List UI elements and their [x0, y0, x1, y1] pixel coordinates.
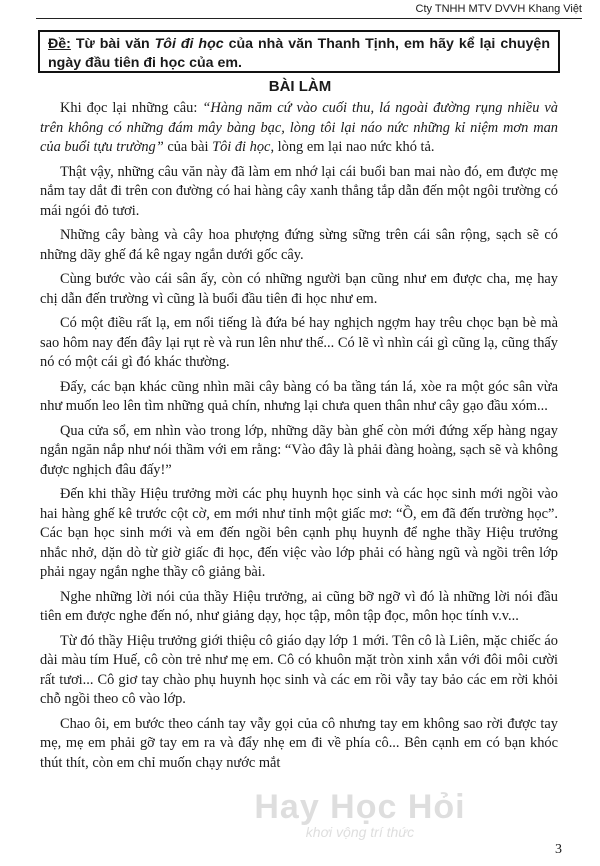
paragraph-1-title: Tôi đi học: [212, 139, 271, 155]
paragraph-3: Những cây bàng và cây hoa phượng đứng sừng sững trên cái sân rộng, sạch sẽ có những dãy ghế đá kê ngay ngắn dưới gốc cây.: [40, 227, 558, 263]
paragraph-1-quote: “Hàng năm cứ vào cuối thu, lá ngoài đường rụng nhiều và trên không có những đám mây bàng bạc, lòng tôi lại náo nức những kỉ niệm mơn man của buổi tựu trường”: [40, 100, 558, 155]
paragraph-1-end: , lòng em lại nao nức khó tả.: [270, 139, 435, 155]
paragraph-5: Có một điều rất lạ, em nổi tiếng là đứa bé hay nghịch ngợm hay trêu chọc bạn bè mà sao hôm nay đến đây lại rụt rè và run lên như thế... Có lẽ vì nhìn cái gì cũng lạ, cũng thấy nó có một cái gì đó khác thường.: [40, 315, 558, 370]
page-number: 3: [555, 842, 562, 857]
paragraph-1: [40, 99, 558, 158]
paragraph-2: Thật vậy, những câu văn này đã làm em nhớ lại cái buổi ban mai nào đó, em được mẹ nắm tay dắt đi trên con đường có hai hàng cây xanh thẳng tắp dẫn đến một ngôi trường có mái ngói đỏ tươi.: [40, 163, 558, 219]
page-header: [36, 2, 582, 19]
assignment-text-before: Từ bài văn: [70, 36, 155, 52]
paragraph-8: Đến khi thầy Hiệu trưởng mời các phụ huynh học sinh và các học sinh mới ngồi vào hai hàng ghế kê trước cột cờ, em mới như tỉnh một giấc mơ: “Ồ, em đã đến trường học”. Các bạn học sinh mới và em đến ngồi bên cạnh phụ huynh để nghe thầy Hiệu trưởng nhắc nhở, dặn dò từ giờ giấc đi học, đến việc vào lớp phải có hàng ngũ và ngồi trên lớp phải ngay ngắn nghe thầy cô giảng bài.: [40, 486, 558, 580]
assignment-work-title: Tôi đi học: [154, 36, 224, 52]
assignment-text-after: của nhà văn Thanh Tịnh, em hãy kể lại chuyện ngày đầu tiên đi học của em.: [48, 36, 550, 71]
watermark-tagline: khơi vộng trí thức: [305, 824, 415, 840]
paragraph-11: Chao ôi, em bước theo cánh tay vẫy gọi của cô nhưng tay em không sao rời được tay mẹ, mẹ em phải gỡ tay em ra và đẩy nhẹ em đi về phía cô... Bên cạnh em có bạn khóc thút thít, còn em chỉ muốn chạy nước mắt: [40, 715, 558, 771]
paragraph-4: Cùng bước vào cái sân ấy, còn có những người bạn cũng như em được cha, mẹ hay chị dẫn đến trường vì cũng là buổi đầu tiên đi học như em.: [40, 271, 558, 307]
assignment-box: [38, 30, 560, 73]
publisher-name: Cty TNHH MTV DVVH Khang Việt: [415, 3, 582, 15]
watermark-brand: Hay Học Hỏi: [254, 788, 466, 826]
paragraph-9: Nghe những lời nói của thầy Hiệu trưởng, ai cũng bỡ ngỡ vì đó là những lời nói đầu tiên em được nghe đến nó, như giảng dạy, học tập, môn tập đọc, môn học tính v.v...: [40, 588, 558, 624]
paragraph-10: Từ đó thầy Hiệu trưởng giới thiệu cô giáo dạy lớp 1 mới. Tên cô là Liên, mặc chiếc áo dài màu tím Huế, cô còn trẻ như mẹ em. Cô có khuôn mặt tròn xinh xắn với đôi môi cười rất tươi... Cô giơ tay chào phụ huynh học sinh và các em rồi vẫy tay bảo các em rời khỏi chỗ ngồi theo cô vào lớp.: [40, 632, 558, 707]
essay-heading: BÀI LÀM: [268, 78, 332, 95]
assignment-label: Đề:: [48, 36, 71, 52]
watermark: [230, 790, 490, 840]
essay-body: [40, 99, 558, 778]
paragraph-6: Đấy, các bạn khác cũng nhìn mãi cây bàng có ba tầng tán lá, xòe ra một góc sân vừa như muốn leo lên tìm những quả chín, nhưng lại chưa quen thân như cây gạo đầu xóm...: [40, 378, 558, 414]
paragraph-7: Qua cửa sổ, em nhìn vào trong lớp, những dãy bàn ghế còn mới đứng xếp hàng ngay ngắn ngăn nắp như nói thầm với em rằng: “Vào đây là phải đàng hoàng, sạch sẽ và không được nghịch đâu đấy!”: [40, 422, 558, 478]
paragraph-1-mid: của bài: [163, 139, 213, 155]
paragraph-1-intro: Khi đọc lại những câu:: [60, 100, 203, 116]
